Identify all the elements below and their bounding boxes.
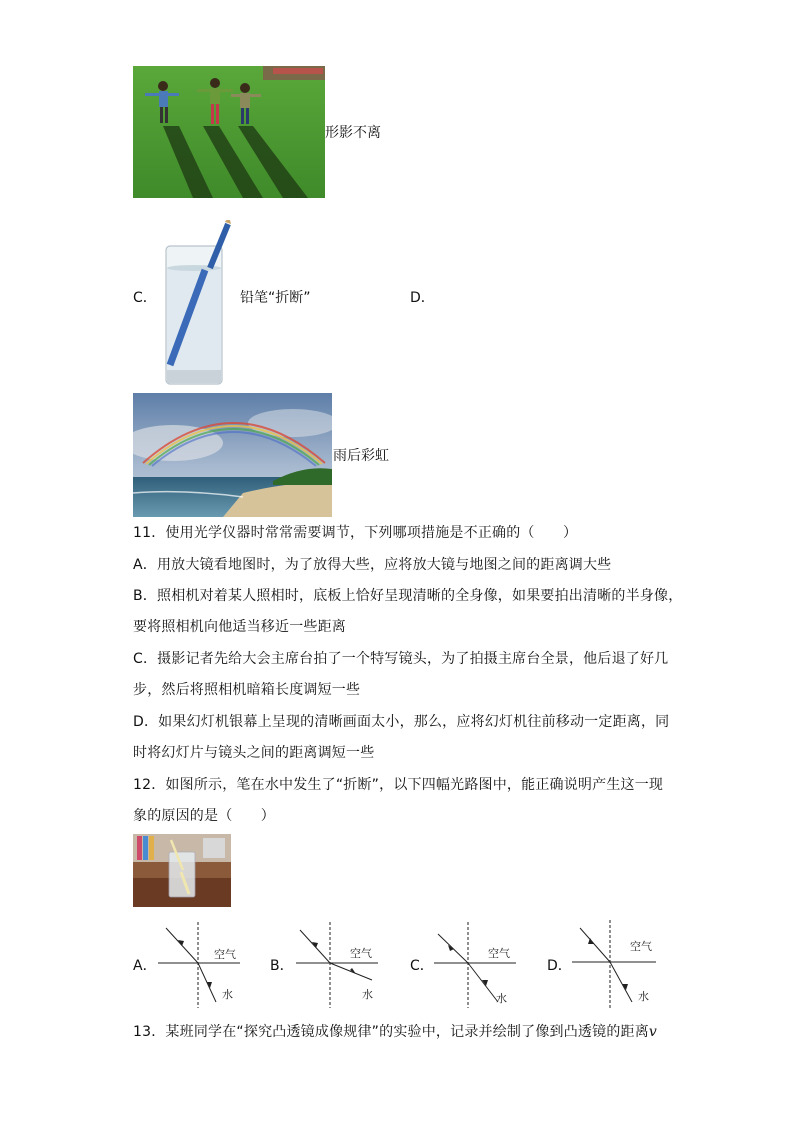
refraction-diagram-b	[296, 920, 386, 1010]
rainbow-caption: 雨后彩虹	[333, 448, 389, 464]
air-label: 空气	[630, 940, 652, 953]
q11-option-b-line1: B．照相机对着某人照相时，底板上恰好呈现清晰的全身像，如果要拍出清晰的半身像，	[133, 588, 683, 604]
pen-in-water-photo	[133, 834, 231, 907]
q13-stem	[133, 1022, 657, 1042]
q11-option-c-line1: C．摄影记者先给大会主席台拍了一个特写镜头，为了拍摄主席台全景，他后退了好几	[133, 651, 669, 667]
rainbow-photo	[133, 393, 332, 517]
q11-stem: 11．使用光学仪器时常常需要调节，下列哪项措施是不正确的（ ）	[133, 525, 578, 541]
water-label: 水	[362, 988, 373, 1001]
q11-option-b-line2: 要将照相机向他适当移近一些距离	[133, 619, 346, 635]
image-caption-shadow: 形影不离	[325, 125, 381, 141]
q12-option-d-label: D．	[547, 958, 572, 974]
q12-option-c-label: C．	[410, 958, 434, 974]
refraction-diagram-c	[434, 920, 524, 1010]
water-label: 水	[222, 988, 233, 1001]
children-shadow-photo	[133, 66, 325, 198]
water-label: 水	[638, 990, 649, 1003]
q13-variable-v: v	[648, 1024, 658, 1040]
refraction-diagram-d	[572, 918, 662, 1010]
q11-option-a: A．用放大镜看地图时，为了放得大些，应将放大镜与地图之间的距离调大些	[133, 557, 612, 573]
water-label: 水	[496, 992, 507, 1005]
q11-option-d-line2: 时将幻灯片与镜头之间的距离调短一些	[133, 745, 375, 761]
option-c-label: C．	[133, 290, 157, 306]
q11-option-c-line2: 步，然后将照相机暗箱长度调短一些	[133, 682, 361, 698]
option-d-label: D．	[410, 290, 435, 306]
q12-stem-line2: 象的原因的是（ ）	[133, 808, 275, 824]
q13-stem-text: 13．某班同学在“探究凸透镜成像规律”的实验中，记录并绘制了像到凸透镜的距离	[133, 1024, 649, 1040]
air-label: 空气	[350, 947, 372, 960]
q12-option-a-label: A．	[133, 958, 157, 974]
q12-option-b-label: B．	[270, 958, 294, 974]
refraction-diagram-a	[158, 920, 248, 1010]
pencil-in-glass-photo	[158, 220, 233, 388]
air-label: 空气	[488, 947, 510, 960]
q12-stem-line1: 12．如图所示，笔在水中发生了“折断”，以下四幅光路图中，能正确说明产生这一现	[133, 777, 664, 793]
pencil-caption: 铅笔“折断”	[240, 290, 311, 306]
air-label: 空气	[214, 948, 236, 961]
q11-option-d-line1: D．如果幻灯机银幕上呈现的清晰画面太小，那么，应将幻灯机往前移动一定距离，同	[133, 714, 670, 730]
